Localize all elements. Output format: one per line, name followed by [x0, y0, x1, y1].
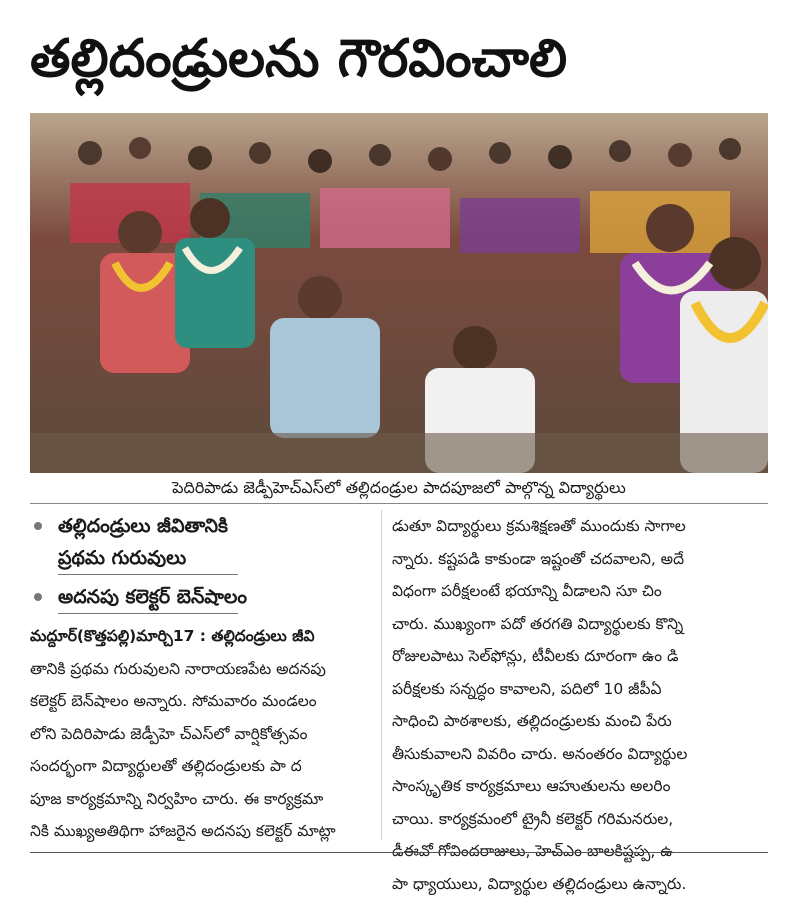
body-line: సాధించి పాఠశాలకు, తల్లిదండ్రులకు మంచి పేరు	[392, 705, 767, 738]
highlight-divider	[58, 613, 238, 614]
highlight-item	[30, 510, 370, 574]
body-line: న్నారు. కష్టపడి కాకుండా ఇష్టంతో చదవాలని, అదే	[392, 543, 767, 576]
event-photo	[30, 113, 768, 473]
highlight-item	[30, 581, 370, 613]
body-line: మద్దూర్(కొత్తపల్లి)మార్చి17 : తల్లిదండ్రులు జీవి	[30, 620, 370, 653]
body-line: రోజులపాటు సెల్‌ఫోన్లు, టీవీలకు దూరంగా ఉం డి	[392, 640, 767, 673]
body-line: పూజ కార్యక్రమాన్ని నిర్వహిం చారు. ఈ కార్యక్రమా	[30, 783, 370, 816]
event-photo-illustration	[30, 113, 768, 473]
body-line: సందర్భంగా విద్యార్థులతో తల్లిదండ్రులకు పా ద	[30, 750, 370, 783]
column-divider	[381, 510, 382, 840]
right-body	[392, 510, 767, 900]
body-line: డుతూ విద్యార్థులు క్రమశిక్షణతో ముందుకు సాగాల	[392, 510, 767, 543]
body-line: పరీక్షలకు సన్నద్ధం కావాలని, పదిలో 10 జీపీఏ	[392, 673, 767, 706]
body-line: సాంస్కృతిక కార్యక్రమాలు ఆహుతులను అలరిం	[392, 770, 767, 803]
body-line: లోని పెదిరిపాడు జెడ్పీహె చ్ఎస్‌లో వార్షికోత్సవం	[30, 718, 370, 751]
body-line: కలెక్టర్ బెన్‌షాలం అన్నారు. సోమవారం మండలం	[30, 685, 370, 718]
body-line: విధంగా పరీక్షలంటే భయాన్ని వీడాలని సూ చిం	[392, 575, 767, 608]
footer-rule	[30, 852, 768, 853]
body-line: నికి ముఖ్యఅతిథిగా హాజరైన అదనపు కలెక్టర్ మాట్లా	[30, 815, 370, 848]
body-line: చాయి. కార్యక్రమంలో ట్రైనీ కలెక్టర్ గరిమనరుల,	[392, 803, 767, 836]
body-line: చారు. ముఖ్యంగా పదో తరగతి విద్యార్థులకు కొన్ని	[392, 608, 767, 641]
headline: తల్లిదండ్రులను గౌరవించాలి	[30, 18, 770, 100]
body-line: డీఈవో గోవిందరాజులు, హెచ్ఎం బాలకిష్టప్ప, ఉ	[392, 835, 767, 868]
bullet-icon	[34, 522, 42, 530]
highlight-line: అదనపు కలెక్టర్ బెన్‌షాలం	[58, 581, 370, 613]
left-column	[30, 510, 370, 848]
highlight-line: తల్లిదండ్రులు జీవితానికి	[58, 510, 370, 542]
photo-caption: పెదిరిపాడు జెడ్పీహెచ్ఎస్‌లో తల్లిదండ్రుల పాదపూజలో పాల్గొన్న విద్యార్థులు	[30, 473, 768, 504]
body-line: తీసుకువాలని వివరిం చారు. అనంతరం విద్యార్థుల	[392, 738, 767, 771]
highlight-divider	[58, 574, 238, 575]
left-body	[30, 620, 370, 848]
body-line: తానికి ప్రథమ గురువులని నారాయణపేట అదనపు	[30, 653, 370, 686]
highlight-line: ప్రథమ గురువులు	[58, 542, 370, 574]
right-column	[392, 510, 767, 900]
bullet-icon	[34, 593, 42, 601]
body-line: పా ధ్యాయులు, విద్యార్థుల తల్లిదండ్రులు ఉన్నారు.	[392, 868, 767, 900]
